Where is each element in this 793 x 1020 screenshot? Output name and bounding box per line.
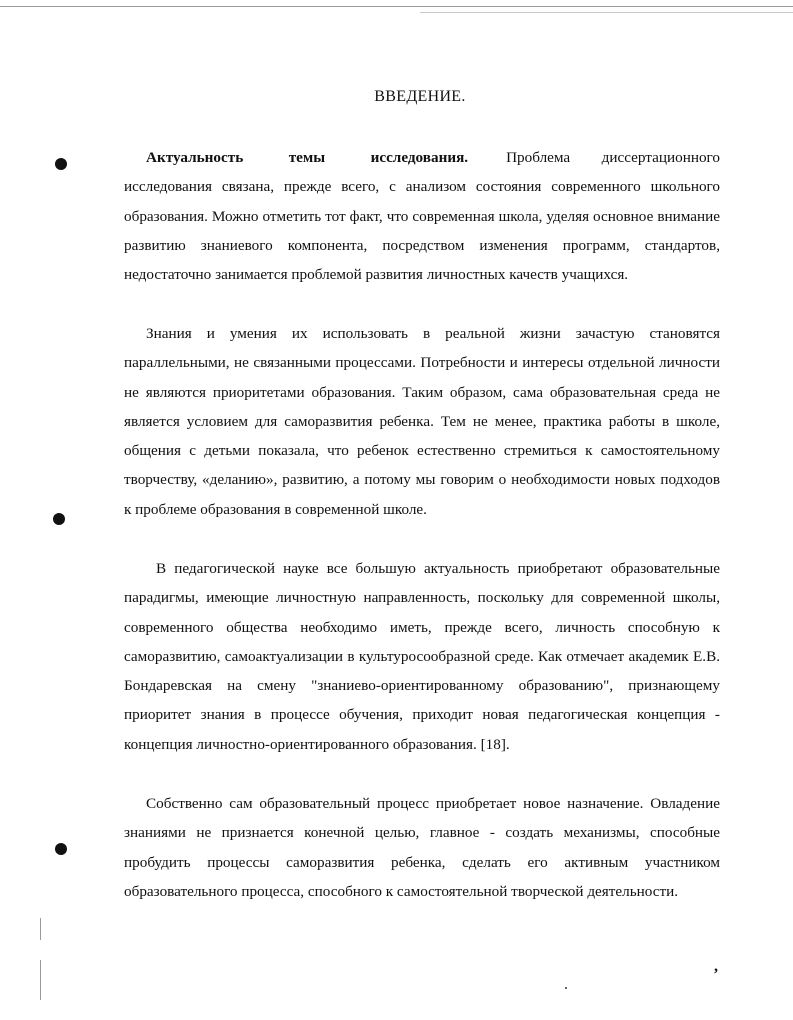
- paragraph-paradigms: [124, 554, 720, 759]
- scan-border-line: [0, 6, 793, 7]
- margin-scan-artifact: [40, 918, 41, 940]
- paragraph-knowledge: [124, 319, 720, 524]
- margin-scan-artifact: [40, 960, 41, 1000]
- paragraph-text: Знания и умения их использовать в реальной жизни зачастую становятся параллельными, не связанными процессами. Потребности и интересы отдельной личности не являются приоритетами образования. Таким образом, сама образовательная среда не является условием для саморазвития ребенка. Тем не менее, практика работы в школе, общения с детьми показала, что ребенок естественно стремиться к самостоятельному творчеству, «деланию», развитию, а потому мы говорим о необходимости новых подходов к проблеме образования в современной школе.: [124, 325, 720, 518]
- paragraph-process: [124, 789, 720, 906]
- scan-border-line-secondary: [420, 12, 793, 13]
- paragraph-relevance: [124, 143, 720, 289]
- paragraph-text: Проблема диссертационного исследования связана, прежде всего, с анализом состояния современного школьного образования. Можно отметить тот факт, что современная школа, уделяя основное внимание развитию знаниевого компонента, посредством изменения программ, стандартов, недостаточно занимается проблемой развития личностных качеств учащихся.: [124, 149, 721, 284]
- punch-hole-mark: [55, 158, 67, 170]
- page-title: ВВЕДЕНИЕ.: [374, 88, 466, 105]
- paragraph-text: Собственно сам образовательный процесс приобретает новое назначение. Овладение знаниями не признается конечной целью, главное - создать механизмы, способные пробудить процессы саморазвития ребенка, сделать его активным участником образовательного процесса, способного к самостоятельной творческой деятельности.: [124, 795, 720, 900]
- paragraph-text: В педагогической науке все большую актуальность приобретают образовательные парадигмы, имеющие личностную направленность, поскольку для современной школы, современного общества необходимо иметь, прежде всего, личность способную к саморазвитию, самоактуализации в культуросообразной среде. Как отмечает академик Е.В. Бондаревская на смену "знаниево-ориентированному образованию", признающему приоритет знания в процессе обучения, приходит новая педагогическая концепция - концепция личностно-ориентированного образования. [18].: [124, 560, 720, 753]
- corner-mark: ,: [714, 958, 718, 975]
- paragraph-lead: Актуальность темы исследования.: [146, 149, 469, 166]
- punch-hole-mark: [55, 843, 67, 855]
- punch-hole-mark: [53, 513, 65, 525]
- scan-speck: [565, 987, 567, 989]
